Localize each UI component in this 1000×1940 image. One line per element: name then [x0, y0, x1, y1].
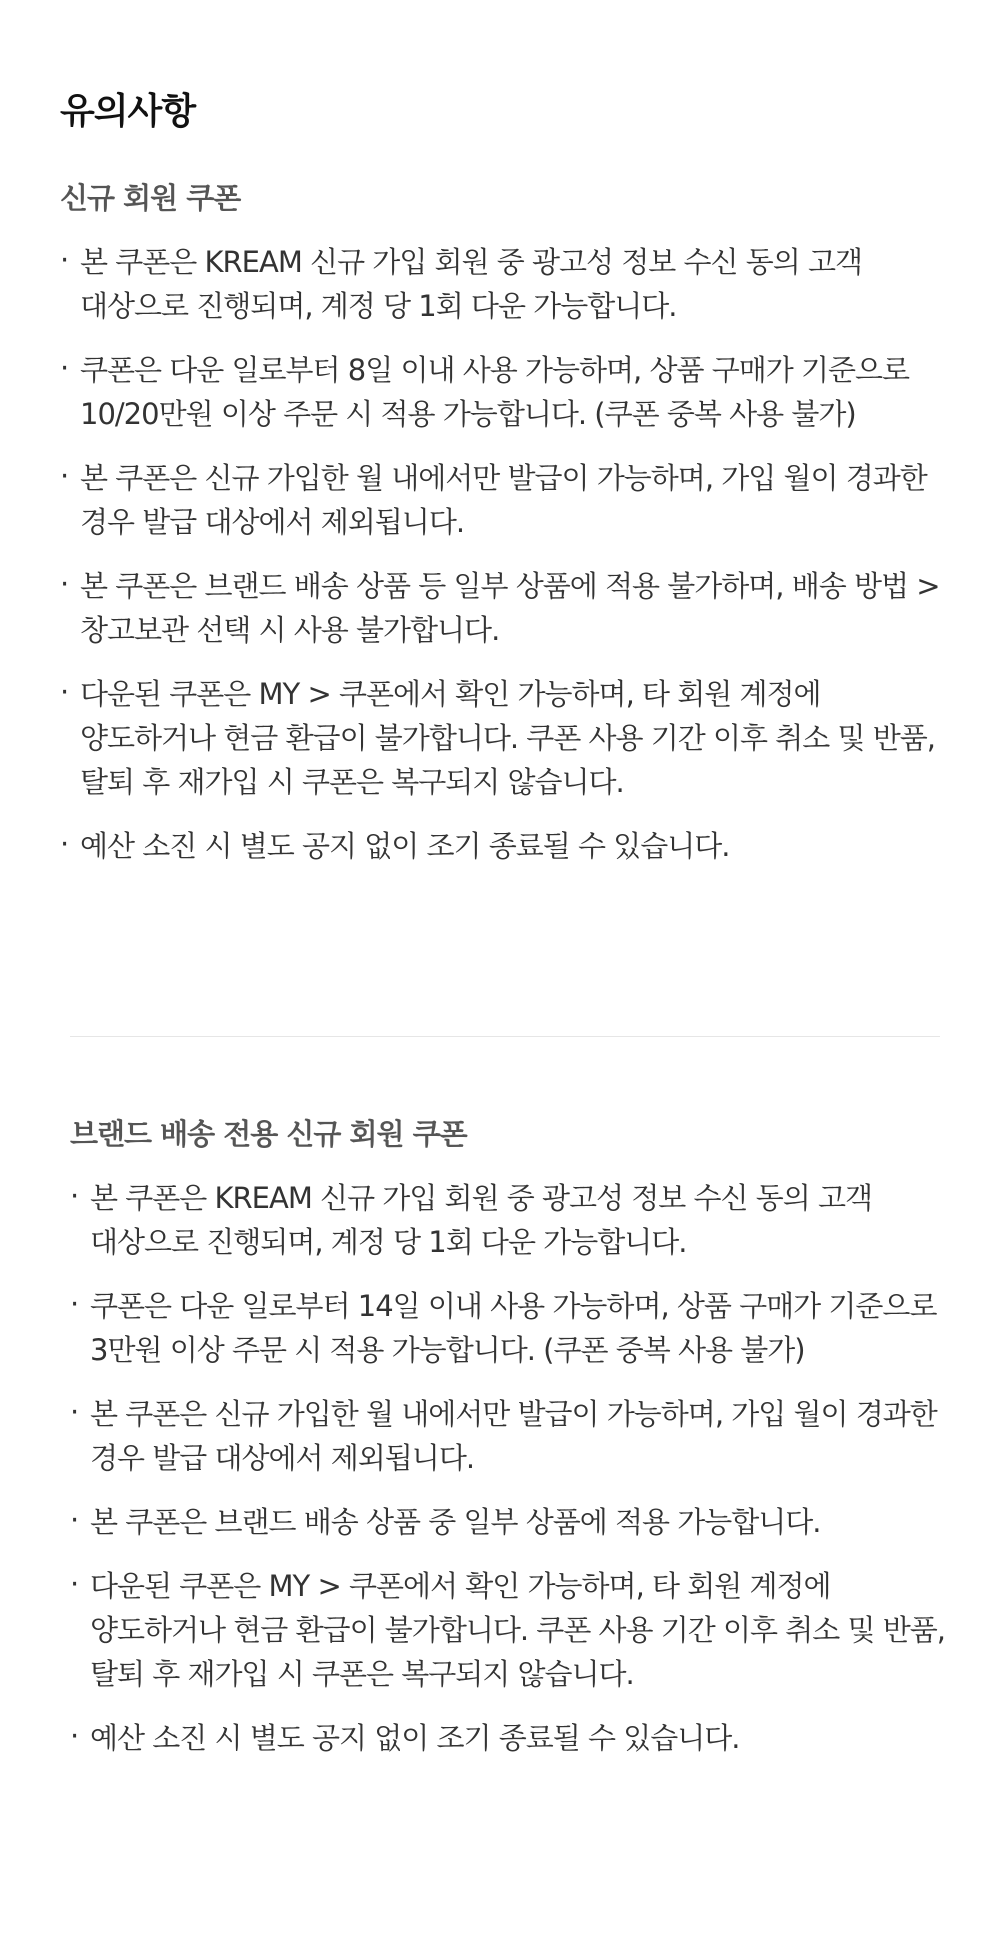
list-item	[60, 824, 950, 868]
list-item	[70, 1392, 960, 1480]
list-item	[70, 1716, 960, 1760]
list-item-text: 예산 소진 시 별도 공지 없이 조기 종료될 수 있습니다.	[90, 1721, 740, 1755]
list-item	[60, 240, 950, 328]
list-item	[60, 564, 950, 652]
list-item-text: 다운된 쿠폰은 MY > 쿠폰에서 확인 가능하며, 타 회원 계정에 양도하거나 현금 환급이 불가합니다. 쿠폰 사용 기간 이후 취소 및 반품, 탈퇴 후 재가입 시 쿠폰은 복구되지 않습니다.	[90, 1569, 946, 1691]
list-item-text: 본 쿠폰은 브랜드 배송 상품 중 일부 상품에 적용 가능합니다.	[90, 1505, 821, 1539]
bullet-icon: ·	[60, 827, 69, 861]
brand-delivery-coupon-section	[70, 1112, 960, 1780]
bullet-icon: ·	[60, 243, 69, 277]
bullet-icon: ·	[70, 1503, 79, 1537]
bullet-icon: ·	[70, 1395, 79, 1429]
notice-title: 유의사항	[60, 91, 196, 132]
list-item-text: 본 쿠폰은 KREAM 신규 가입 회원 중 광고성 정보 수신 동의 고객 대상으로 진행되며, 계정 당 1회 다운 가능합니다.	[90, 1181, 873, 1259]
list-item-text: 쿠폰은 다운 일로부터 8일 이내 사용 가능하며, 상품 구매가 기준으로 10/20만원 이상 주문 시 적용 가능합니다. (쿠폰 중복 사용 불가)	[80, 353, 910, 431]
list-item-text: 본 쿠폰은 브랜드 배송 상품 등 일부 상품에 적용 불가하며, 배송 방법 > 창고보관 선택 시 사용 불가합니다.	[80, 569, 940, 647]
bullet-icon: ·	[60, 675, 69, 709]
bullet-icon: ·	[70, 1719, 79, 1753]
bullet-icon: ·	[70, 1287, 79, 1321]
list-item	[60, 672, 950, 804]
list-item	[70, 1500, 960, 1544]
section-divider	[70, 1036, 940, 1037]
list-item-text: 다운된 쿠폰은 MY > 쿠폰에서 확인 가능하며, 타 회원 계정에 양도하거나 현금 환급이 불가합니다. 쿠폰 사용 기간 이후 취소 및 반품, 탈퇴 후 재가입 시 쿠폰은 복구되지 않습니다.	[80, 677, 936, 799]
new-member-coupon-notice-list	[60, 240, 950, 868]
bullet-icon: ·	[60, 567, 69, 601]
new-member-coupon-section	[60, 176, 950, 888]
list-item	[70, 1284, 960, 1372]
bullet-icon: ·	[60, 459, 69, 493]
list-item-text: 쿠폰은 다운 일로부터 14일 이내 사용 가능하며, 상품 구매가 기준으로 3만원 이상 주문 시 적용 가능합니다. (쿠폰 중복 사용 불가)	[90, 1289, 937, 1367]
list-item	[60, 456, 950, 544]
list-item	[60, 348, 950, 436]
list-item	[70, 1176, 960, 1264]
bullet-icon: ·	[60, 351, 69, 385]
list-item-text: 본 쿠폰은 신규 가입한 월 내에서만 발급이 가능하며, 가입 월이 경과한 경우 발급 대상에서 제외됩니다.	[80, 461, 927, 539]
list-item	[70, 1564, 960, 1696]
bullet-icon: ·	[70, 1179, 79, 1213]
brand-delivery-coupon-notice-list	[70, 1176, 960, 1760]
list-item-text: 본 쿠폰은 신규 가입한 월 내에서만 발급이 가능하며, 가입 월이 경과한 경우 발급 대상에서 제외됩니다.	[90, 1397, 937, 1475]
section-title-new-member-coupon: 신규 회원 쿠폰	[60, 181, 241, 215]
list-item-text: 예산 소진 시 별도 공지 없이 조기 종료될 수 있습니다.	[80, 829, 730, 863]
list-item-text: 본 쿠폰은 KREAM 신규 가입 회원 중 광고성 정보 수신 동의 고객 대상으로 진행되며, 계정 당 1회 다운 가능합니다.	[80, 245, 863, 323]
section-title-brand-delivery-coupon: 브랜드 배송 전용 신규 회원 쿠폰	[70, 1117, 467, 1151]
bullet-icon: ·	[70, 1567, 79, 1601]
